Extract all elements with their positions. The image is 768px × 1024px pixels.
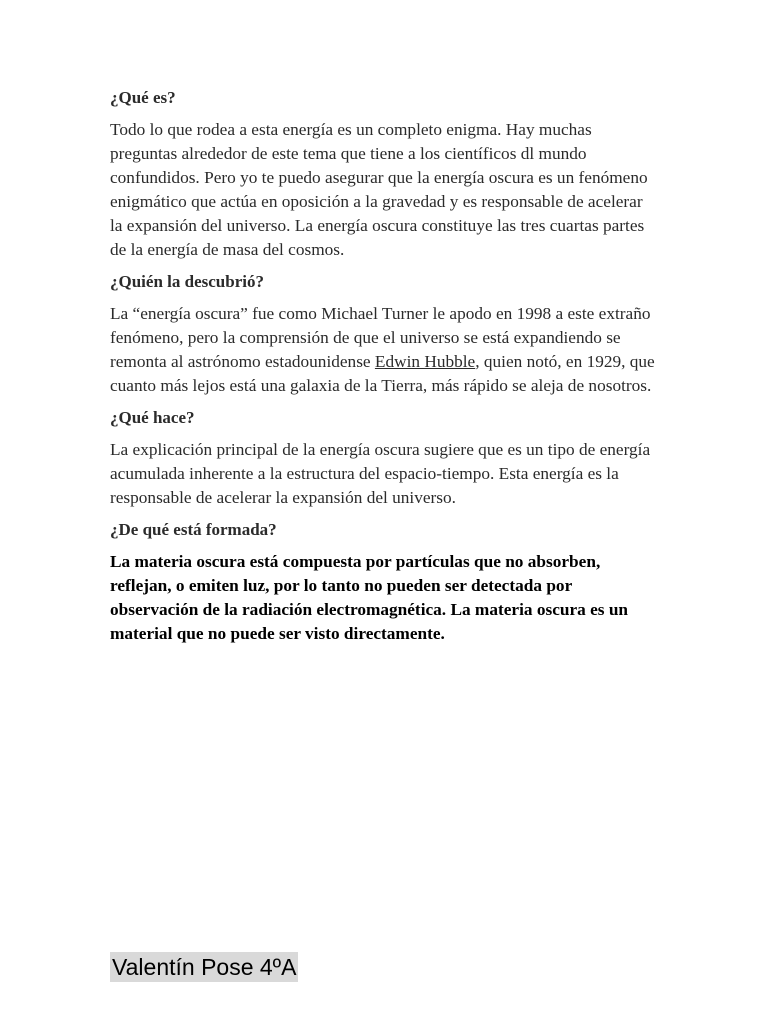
document-body	[110, 86, 658, 654]
section-paragraph-quien-la-descubrio	[110, 302, 658, 398]
section-heading-quien-la-descubrio: ¿Quién la descubrió?	[110, 272, 264, 291]
author-footer: Valentín Pose 4ºA	[112, 954, 297, 980]
section-heading-de-que-esta-formada: ¿De qué está formada?	[110, 520, 277, 539]
section-paragraph-que-es: Todo lo que rodea a esta energía es un completo enigma. Hay muchas preguntas alrededor de este tema que tiene a los científicos dl mundo confundidos. Pero yo te puedo asegurar que la energía oscura es un fenómeno enigmático que actúa en oposición a la gravedad y es responsable de acelerar la expansión del universo. La energía oscura constituye las tres cuartas partes de la energía de masa del cosmos.	[110, 120, 648, 259]
section-heading-que-hace: ¿Qué hace?	[110, 408, 195, 427]
paragraph-text-after-link: , quien notó, en 1929, que cuanto más lejos está una galaxia de la Tierra, más rápido se aleja de nosotros.	[110, 352, 655, 395]
paragraph-text-before-link: La “energía oscura” fue como Michael Turner le apodo en 1998 a este extraño fenómeno, pero la comprensión de que el universo se está expandiendo se remonta al astrónomo estadounidense	[110, 304, 651, 371]
section-paragraph-de-que-esta-formada: La materia oscura está compuesta por partículas que no absorben, reflejan, o emiten luz, por lo tanto no pueden ser detectada por observación de la radiación electromagnética. La materia oscura es un material que no puede ser visto directamente.	[110, 552, 629, 643]
section-heading-que-es: ¿Qué es?	[110, 88, 176, 107]
edwin-hubble-link[interactable]: Edwin Hubble	[374, 352, 476, 371]
section-paragraph-que-hace: La explicación principal de la energía oscura sugiere que es un tipo de energía acumulada inherente a la estructura del espacio-tiempo. Esta energía es la responsable de acelerar la expansión del universo.	[110, 440, 651, 507]
